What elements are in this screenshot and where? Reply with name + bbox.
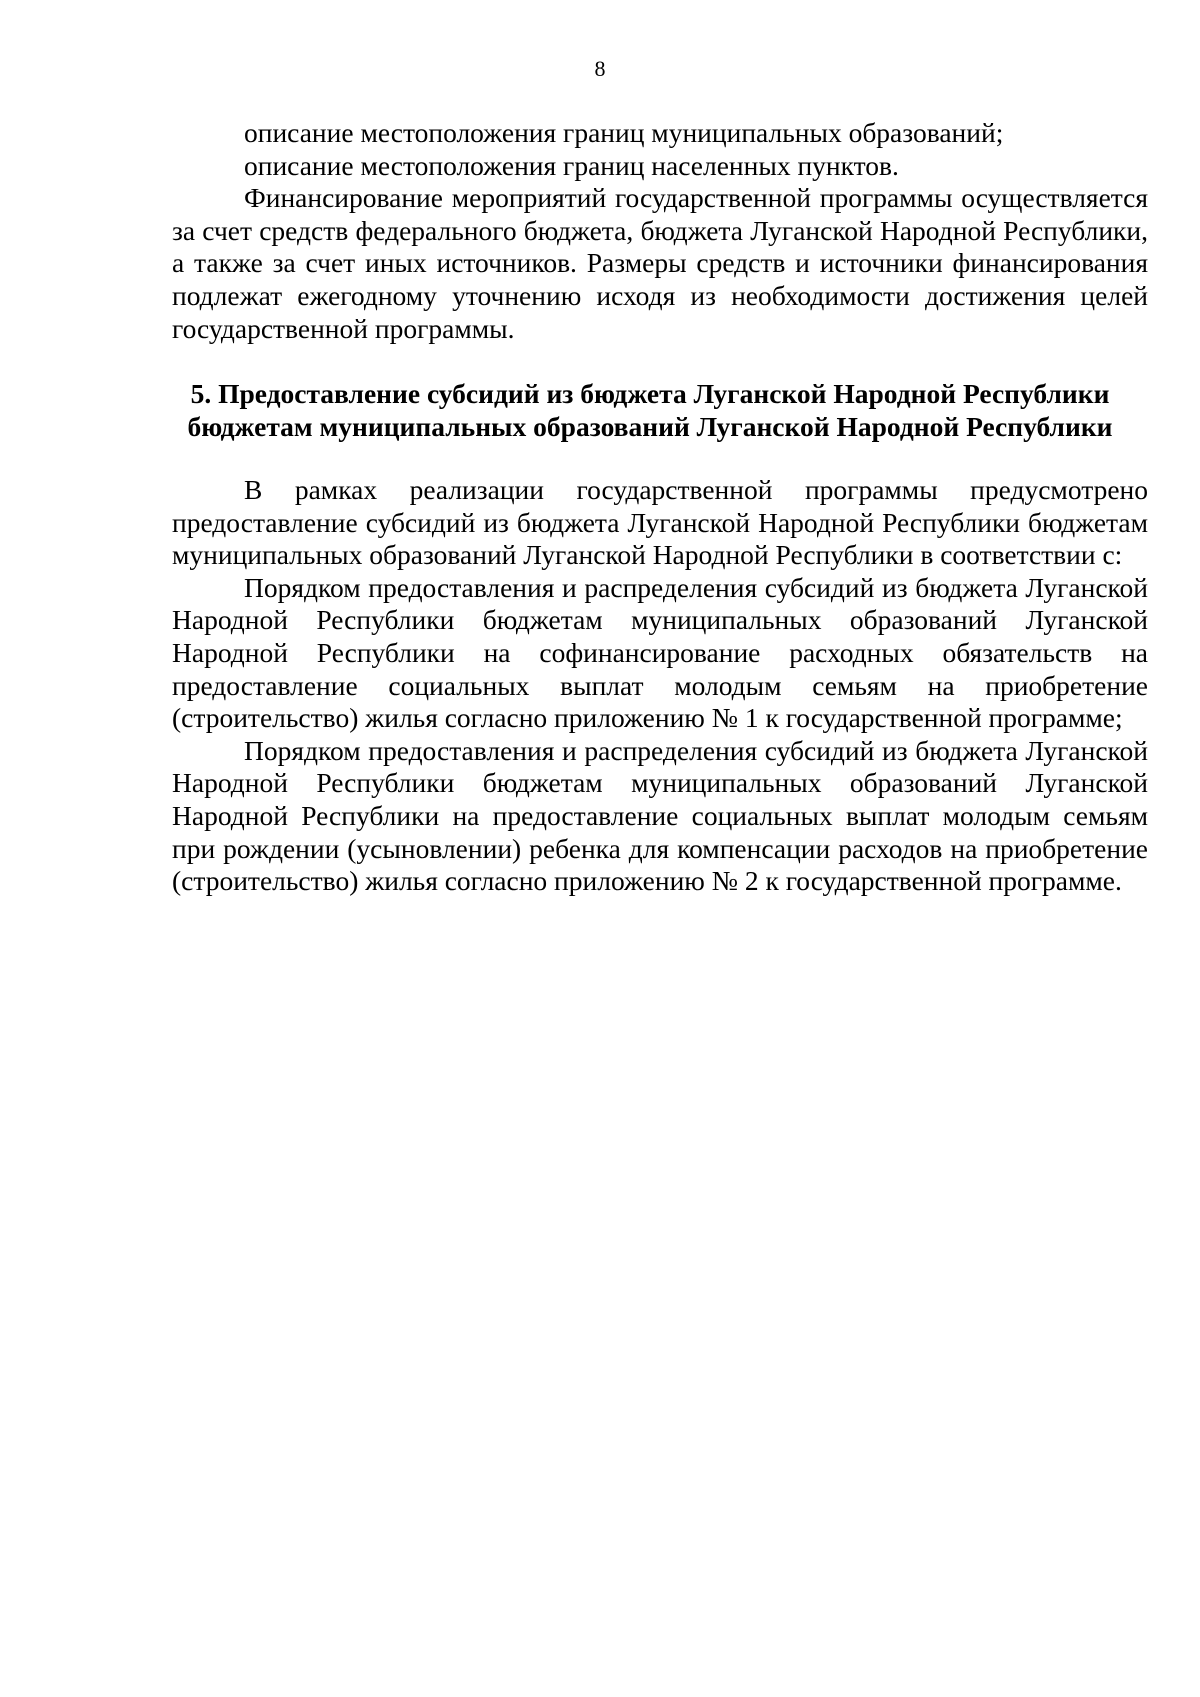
paragraph-settlement-boundaries: описание местоположения границ населенных пунктов. xyxy=(244,149,899,181)
paragraph-procedure-annex-1: Порядком предоставления и распределения субсидий из бюджета Луганской Народной Республики бюджетам муниципальных образований Луганской Народной Республики на софинансирование расходных обязательств на предоставление социальных выплат молодым семьям на приобретение (строительство) жилья согласно приложению № 1 к государственной программе; xyxy=(172,571,1148,734)
section-heading-line-1: 5. Предоставление субсидий из бюджета Луганской Народной Республики xyxy=(190,378,1110,409)
paragraph-municipal-boundaries: описание местоположения границ муниципальных образований; xyxy=(244,117,1004,148)
paragraph-procedure-annex-2: Порядком предоставления и распределения субсидий из бюджета Луганской Народной Республики бюджетам муниципальных образований Луганской Народной Республики на предоставление социальных выплат молодым семьям при рождении (усыновлении) ребенка для компенсации расходов на приобретение (строительство) жилья согласно приложению № 2 к государственной программе. xyxy=(172,734,1148,897)
section-heading-line-2: бюджетам муниципальных образований Луганской Народной Республики xyxy=(187,411,1113,442)
page-number: 8 xyxy=(594,56,606,81)
section-heading xyxy=(150,377,1150,443)
paragraph-financing: Финансирование мероприятий государственной программы осуществляется за счет средств федерального бюджета, бюджета Луганской Народной Республики, а также за счет иных источников. Размеры средств и источники финансирования подлежат ежегодному уточнению исходя из необходимости достижения целей государственной программы. xyxy=(172,182,1148,344)
section-body-text-block xyxy=(172,474,1148,898)
intro-text-block xyxy=(172,117,1148,345)
paragraph-subsidies-intro: В рамках реализации государственной программы предусмотрено предоставление субсидий из бюджета Луганской Народной Республики бюджетам муниципальных образований Луганской Народной Республики в соответствии с: xyxy=(172,474,1148,571)
